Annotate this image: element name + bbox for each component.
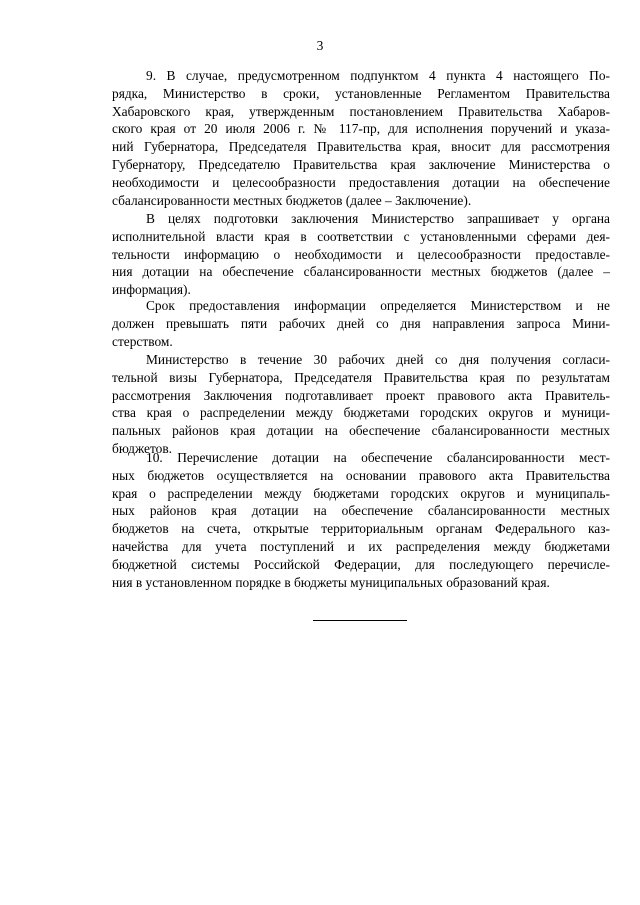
page-number: 3 [316,38,324,53]
paragraph-1-line: 9. В случае, предусмотренном подпунктом 4 пункта 4 настоящего По- [146,68,610,83]
paragraph-1-line: необходимости и целесообразности предоставления дотации на обеспечение [112,174,610,190]
paragraph-5-line: бюджетной системы Российской Федерации, для последующего перечисле- [112,556,610,572]
paragraph-1-line: рядка, Министерство в сроки, установленные Регламентом Правительства [112,85,610,101]
paragraph-2-line: исполнительной власти края в соответствии с установленными сферами дея- [112,228,610,244]
paragraph-1-line: Хабаровского края, утвержденным постановлением Правительства Хабаров- [112,103,610,119]
paragraph-4-line: рассмотрения Заключения подготавливает проект правового акта Правитель- [112,387,610,403]
paragraph-5-line: бюджетов на счета, открытые территориальным органам Федерального каз- [112,521,610,537]
paragraph-4-line: бюджетов. [112,441,173,456]
paragraph-2-line: тельности информацию о необходимости и целесообразности предоставле- [112,246,610,262]
paragraph-1-line: Губернатору, Председателю Правительства края заключение Министерства о [112,157,610,172]
paragraph-3-line: стерством. [112,333,173,349]
paragraph-5-line: ных районов края дотации на обеспечение сбалансированности местных [112,503,610,519]
paragraph-3-line: должен превышать пяти рабочих дней со дня направления запроса Мини- [112,315,610,331]
paragraph-2-line: В целях подготовки заключения Министерство запрашивает у органа [146,211,610,226]
paragraph-2-line: ния дотации на обеспечение сбалансированности местных бюджетов (далее – [112,264,610,280]
paragraph-2-line: информация). [112,282,191,298]
paragraph-4-line: ства края о распределении между бюджетами городских округов и муници- [112,405,610,421]
paragraph-5-line: начейства для учета поступлений и их распределения между бюджетами [112,539,610,554]
paragraph-5-line: ных бюджетов осуществляется на основании правового акта Правительства [112,467,610,483]
paragraph-1-line: сбалансированности местных бюджетов (далее – Заключение). [112,192,472,208]
paragraph-3-line: Срок предоставления информации определяется Министерством и не [146,298,610,313]
paragraph-1-line: ний Губернатора, Председателя Правительства края, вносит для рассмотрения [112,139,610,155]
paragraph-4-line: тельной визы Губернатора, Председателя Правительства края по результатам [112,369,610,385]
paragraph-4-line: пальных районов края дотации на обеспечение сбалансированности местных [112,423,610,439]
paragraph-5-line: ния в установленном порядке в бюджеты муниципальных образований края. [112,574,550,590]
paragraph-1-line: ского края от 20 июля 2006 г. № 117-пр, для исполнения поручений и указа- [112,121,610,137]
closing-rule [313,620,407,621]
paragraph-5-line: 10. Перечисление дотации на обеспечение сбалансированности мест- [146,450,610,465]
paragraph-4-line: Министерство в течение 30 рабочих дней со дня получения согласи- [146,352,610,367]
paragraph-5-line: края о распределении между бюджетами городских округов и муниципаль- [112,485,610,501]
